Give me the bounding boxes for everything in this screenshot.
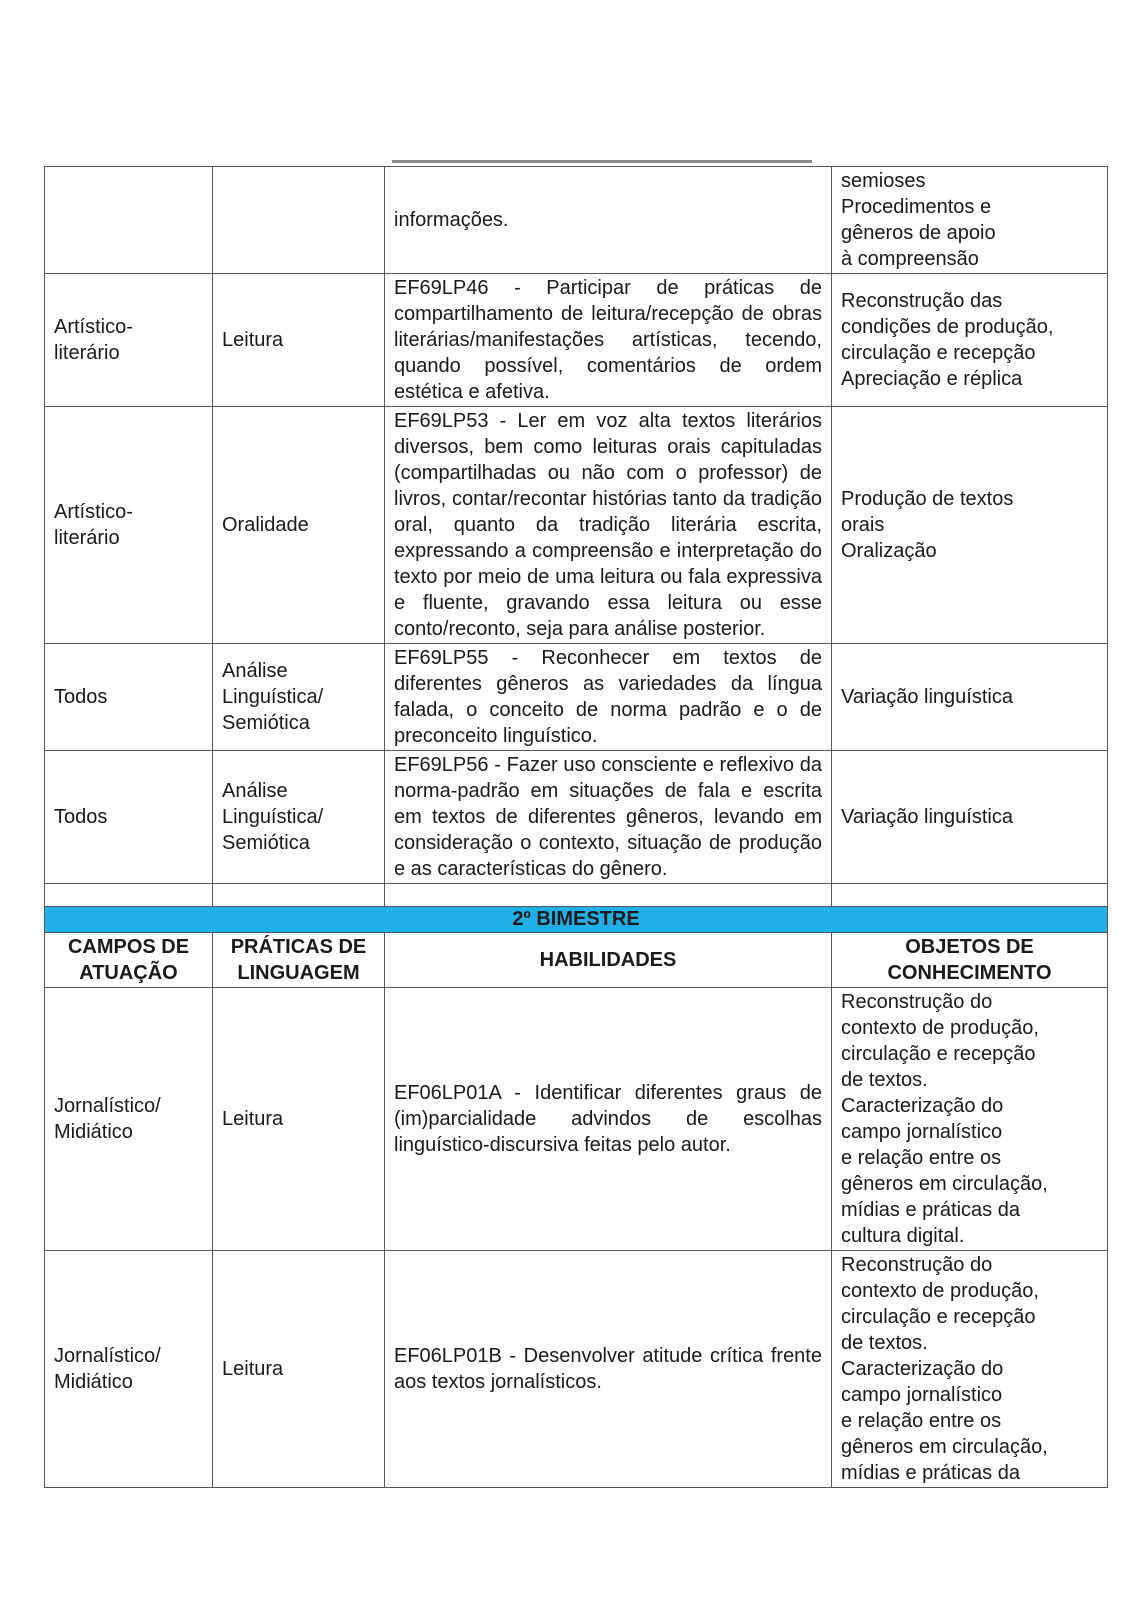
campo-cell bbox=[45, 407, 213, 644]
campo-line: Artístico- bbox=[54, 316, 133, 338]
habilidade-cell: EF06LP01A - Identificar diferentes graus de (im)parcialidade advindos de escolhas linguístico-discursiva feitas pelo autor. bbox=[385, 988, 832, 1251]
objeto-line: condições de produção, bbox=[841, 316, 1054, 338]
pratica-cell bbox=[213, 988, 385, 1251]
pratica-line: Leitura bbox=[222, 1108, 284, 1130]
bimestre-band bbox=[45, 907, 1108, 933]
objeto-line: orais bbox=[841, 514, 885, 536]
pratica-cell bbox=[213, 167, 385, 274]
table-row bbox=[45, 644, 1108, 751]
objeto-line: Reconstrução do bbox=[841, 1254, 993, 1276]
habilidade-cell: EF06LP01B - Desenvolver atitude crítica frente aos textos jornalísticos. bbox=[385, 1251, 832, 1488]
spacer-section bbox=[45, 884, 1108, 907]
habilidade-cell: EF69LP55 - Reconhecer em textos de diferentes gêneros as variedades da língua falada, o conceito de norma padrão e o de preconceito linguístico. bbox=[385, 644, 832, 751]
objeto-line: à compreensão bbox=[841, 248, 979, 270]
objetos-cell bbox=[832, 407, 1108, 644]
table-row bbox=[45, 274, 1108, 407]
objeto-line: gêneros em circulação, bbox=[841, 1436, 1048, 1458]
table-row bbox=[45, 1251, 1108, 1488]
objetos-cell bbox=[832, 644, 1108, 751]
pratica-line: Análise bbox=[222, 660, 288, 682]
objeto-line: Reconstrução das bbox=[841, 290, 1003, 312]
header-habilidades: HABILIDADES bbox=[385, 933, 832, 988]
objeto-line: Produção de textos bbox=[841, 488, 1014, 510]
objeto-line: campo jornalístico bbox=[841, 1384, 1003, 1406]
objeto-line: circulação e recepção bbox=[841, 1306, 1036, 1328]
header-objetos: OBJETOS DE CONHECIMENTO bbox=[832, 933, 1108, 988]
pratica-line: Linguística/ bbox=[222, 806, 324, 828]
objeto-line: mídias e práticas da bbox=[841, 1199, 1020, 1221]
objeto-line: Reconstrução do bbox=[841, 991, 993, 1013]
empty-row bbox=[45, 884, 1108, 907]
table-row bbox=[45, 751, 1108, 884]
objeto-line: Variação linguística bbox=[841, 806, 1013, 828]
objeto-line: gêneros de apoio bbox=[841, 222, 996, 244]
cut-off-text-fragment bbox=[392, 160, 812, 163]
campo-line: Artístico- bbox=[54, 501, 133, 523]
objeto-line: circulação e recepção bbox=[841, 342, 1036, 364]
header-campos: CAMPOS DE ATUAÇÃO bbox=[45, 933, 213, 988]
campo-line: Midiático bbox=[54, 1121, 133, 1143]
habilidade-cell: informações. bbox=[385, 167, 832, 274]
objeto-line: gêneros em circulação, bbox=[841, 1173, 1048, 1195]
pratica-cell bbox=[213, 1251, 385, 1488]
objetos-cell bbox=[832, 167, 1108, 274]
pratica-line: Linguística/ bbox=[222, 686, 324, 708]
table-row bbox=[45, 167, 1108, 274]
campo-line: literário bbox=[54, 342, 120, 364]
pratica-line: Oralidade bbox=[222, 514, 309, 536]
campo-cell bbox=[45, 751, 213, 884]
campo-cell bbox=[45, 274, 213, 407]
objeto-line: cultura digital. bbox=[841, 1225, 965, 1247]
objeto-line: Caracterização do bbox=[841, 1358, 1004, 1380]
campo-line: literário bbox=[54, 527, 120, 549]
objeto-line: circulação e recepção bbox=[841, 1043, 1036, 1065]
habilidade-cell: EF69LP56 - Fazer uso consciente e reflexivo da norma-padrão em situações de fala e escrita em textos de diferentes gêneros, levando em consideração o contexto, situação de produção e as características do gênero. bbox=[385, 751, 832, 884]
campo-cell bbox=[45, 988, 213, 1251]
campo-cell bbox=[45, 644, 213, 751]
header-row bbox=[45, 933, 1108, 988]
campo-line: Todos bbox=[54, 686, 108, 708]
pratica-line: Semiótica bbox=[222, 712, 310, 734]
pratica-line: Leitura bbox=[222, 329, 284, 351]
pratica-line: Análise bbox=[222, 780, 288, 802]
bimestre-section bbox=[45, 907, 1108, 988]
objeto-line: Procedimentos e bbox=[841, 196, 992, 218]
objeto-line: Apreciação e réplica bbox=[841, 368, 1023, 390]
campo-line: Midiático bbox=[54, 1371, 133, 1393]
pratica-cell bbox=[213, 407, 385, 644]
bimestre-label: 2º BIMESTRE bbox=[45, 907, 1108, 933]
objetos-cell bbox=[832, 988, 1108, 1251]
pratica-cell bbox=[213, 274, 385, 407]
pratica-line: Semiótica bbox=[222, 832, 310, 854]
campo-cell bbox=[45, 1251, 213, 1488]
objeto-line: de textos. bbox=[841, 1332, 928, 1354]
curriculum-table bbox=[44, 166, 1108, 1488]
table-row bbox=[45, 988, 1108, 1251]
header-praticas: PRÁTICAS DE LINGUAGEM bbox=[213, 933, 385, 988]
objeto-line: contexto de produção, bbox=[841, 1280, 1039, 1302]
objeto-line: de textos. bbox=[841, 1069, 928, 1091]
objetos-cell bbox=[832, 274, 1108, 407]
objetos-cell bbox=[832, 751, 1108, 884]
habilidade-cell: EF69LP46 - Participar de práticas de compartilhamento de leitura/recepção de obras literárias/manifestações artísticas, tecendo, quando possível, comentários de ordem estética e afetiva. bbox=[385, 274, 832, 407]
objeto-line: mídias e práticas da bbox=[841, 1462, 1020, 1484]
objeto-line: Caracterização do bbox=[841, 1095, 1004, 1117]
objeto-line: Oralização bbox=[841, 540, 937, 562]
habilidade-cell: EF69LP53 - Ler em voz alta textos literários diversos, bem como leituras orais capituladas (compartilhadas ou não com o professor) de livros, contar/recontar histórias tanto da tradição oral, quanto da tradição literária escrita, expressando a compreensão e interpretação do texto por meio de uma leitura ou fala expressiva e fluente, gravando essa leitura ou esse conto/reconto, seja para análise posterior. bbox=[385, 407, 832, 644]
pratica-line: Leitura bbox=[222, 1358, 284, 1380]
campo-line: Jornalístico/ bbox=[54, 1095, 161, 1117]
table-row bbox=[45, 407, 1108, 644]
objeto-line: contexto de produção, bbox=[841, 1017, 1039, 1039]
table-body-after bbox=[45, 988, 1108, 1488]
objeto-line: Variação linguística bbox=[841, 686, 1013, 708]
campo-cell bbox=[45, 167, 213, 274]
campo-line: Jornalístico/ bbox=[54, 1345, 161, 1367]
campo-line: Todos bbox=[54, 806, 108, 828]
table-body-before bbox=[45, 167, 1108, 884]
objeto-line: campo jornalístico bbox=[841, 1121, 1003, 1143]
objeto-line: e relação entre os bbox=[841, 1410, 1002, 1432]
objeto-line: semioses bbox=[841, 170, 926, 192]
objetos-cell bbox=[832, 1251, 1108, 1488]
pratica-cell bbox=[213, 644, 385, 751]
pratica-cell bbox=[213, 751, 385, 884]
objeto-line: e relação entre os bbox=[841, 1147, 1002, 1169]
